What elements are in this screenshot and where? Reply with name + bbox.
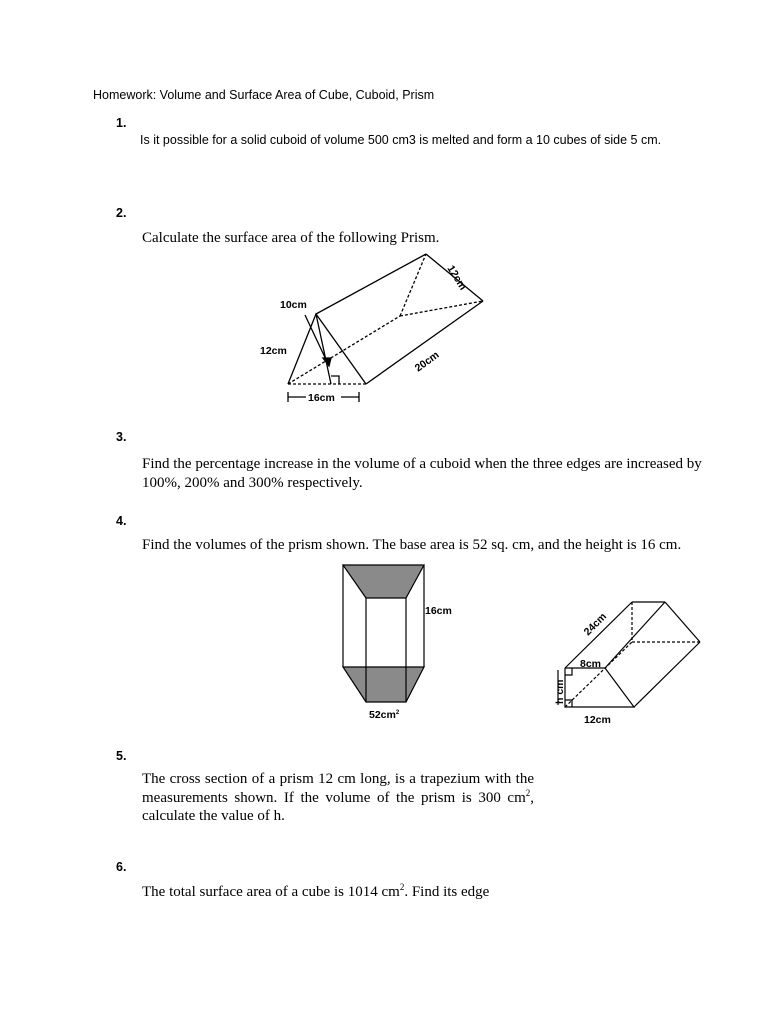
trap-prism-length-label: 24cm bbox=[581, 610, 610, 639]
trap-prism-base-label: 12cm bbox=[584, 714, 611, 726]
question-5-text: The cross section of a prism 12 cm long, is a trapezium with the measurements shown. If the volume of the prism is 300 $cm^2$, calculate the value of h. bbox=[142, 771, 534, 824]
prism-top-edge-label: 12cm bbox=[444, 263, 469, 293]
prism-base-label: 16cm bbox=[308, 392, 335, 404]
question-6-text: The total surface area of a cube is 1014 $cm^2$. Find its edge bbox=[142, 882, 490, 900]
question-5-number: 5. bbox=[116, 749, 127, 763]
question-3-number: 3. bbox=[116, 430, 127, 444]
trap-prism-height-label: h cm bbox=[554, 679, 566, 704]
question-3-text: Find the percentage increase in the volume of a cuboid when the three edges are increased by 100%, 200% and 300% respectively. bbox=[142, 456, 702, 491]
question-2-number: 2. bbox=[116, 206, 127, 220]
prism-height-label: 12cm bbox=[260, 345, 287, 357]
prism-slant-label: 10cm bbox=[280, 299, 307, 311]
question-6-number: 6. bbox=[116, 860, 127, 874]
page-title: Homework: Volume and Surface Area of Cube, Cuboid, Prism bbox=[93, 88, 435, 102]
question-1-number: 1. bbox=[116, 116, 127, 130]
hex-prism-base-area-label: $52cm^2$ bbox=[369, 709, 400, 721]
question-1-text: Is it possible for a solid cuboid of volume 500 cm3 is melted and form a 10 cubes of side 5 cm. bbox=[140, 133, 662, 147]
question-4-text: Find the volumes of the prism shown. The base area is 52 sq. cm, and the height is 16 cm. bbox=[142, 537, 682, 553]
prism-length-label: 20cm bbox=[412, 348, 442, 375]
trap-prism-top-label: 8cm bbox=[580, 658, 602, 670]
question-2-text: Calculate the surface area of the following Prism. bbox=[142, 230, 440, 246]
question-4-number: 4. bbox=[116, 514, 127, 528]
hex-prism-height-label: 16cm bbox=[425, 605, 452, 617]
